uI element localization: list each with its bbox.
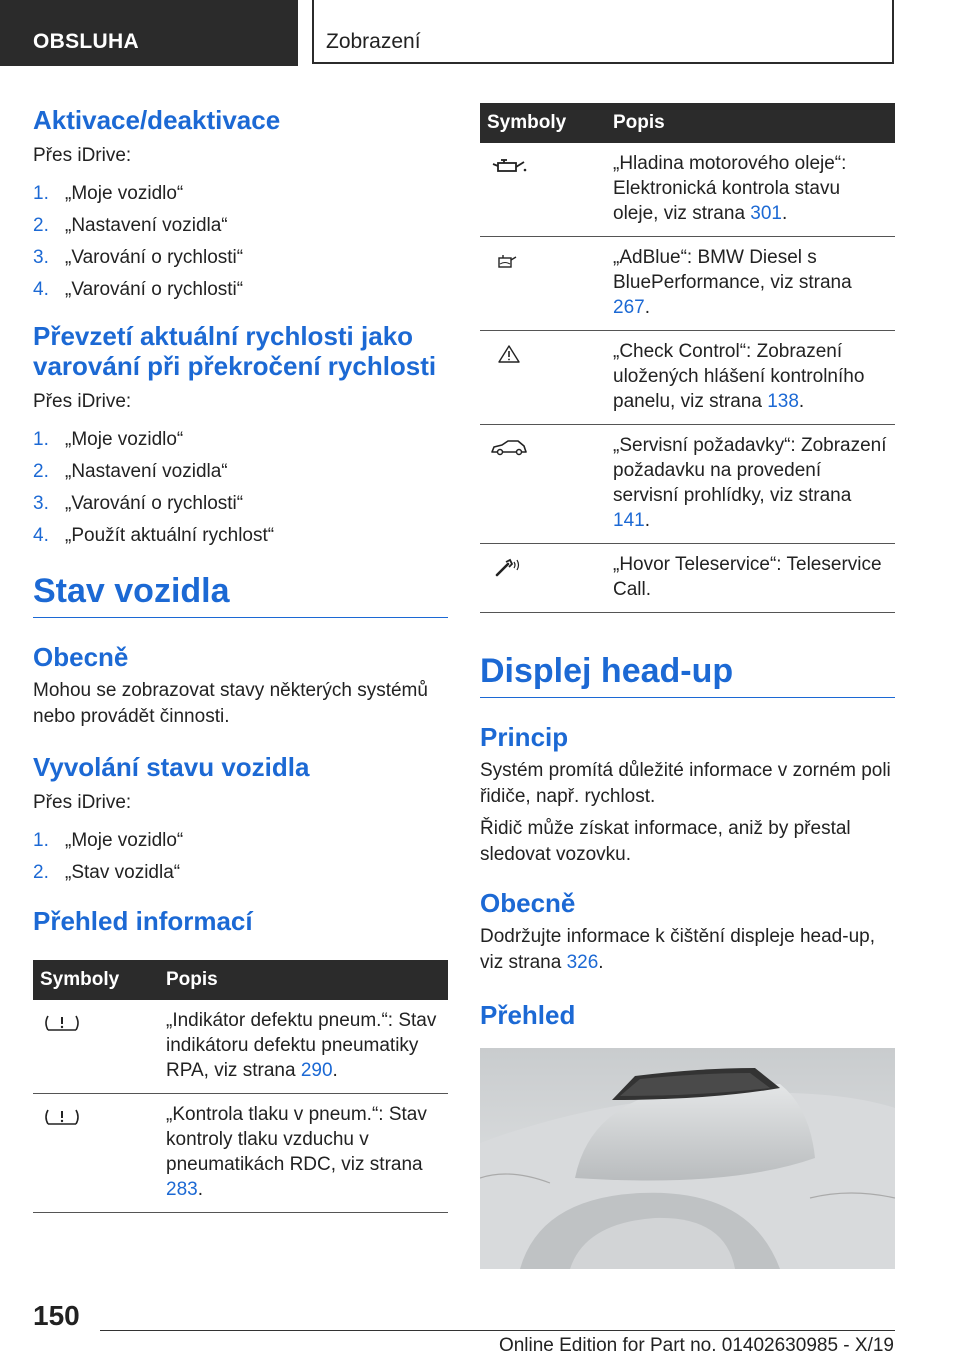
column-header-symbols: Symboly (33, 960, 159, 1000)
intro-idrive: Přes iDrive: (33, 145, 132, 166)
general-text: Mohou se zobrazovat stavy některých systémů nebo provádět činnosti. (33, 680, 428, 727)
steps-take-speed (33, 427, 448, 549)
page-link[interactable]: 283 (166, 1179, 198, 1200)
row-description: „Hovor Teleservice“: Teleservice Call. (606, 544, 895, 613)
row-description: „Hladina motorového oleje“: Elektronická kontrola stavu oleje, viz strana 301. (606, 143, 895, 237)
page-link[interactable]: 326 (566, 952, 599, 973)
list-item: 2. „Nastavení vozidla“ (33, 215, 228, 236)
row-description: „Indikátor defektu pneum.“: Stav indikátoru defektu pneumatiky RPA, viz strana 290. (159, 1000, 448, 1094)
wrench-call-icon (489, 556, 529, 578)
table-row (480, 331, 895, 425)
list-item: 3. „Varování o rychlosti“ (33, 493, 244, 514)
list-item: 4. „Varování o rychlosti“ (33, 279, 244, 300)
page-number: 150 (33, 1300, 80, 1331)
left-column (33, 100, 448, 1213)
principle-text-2: Řidič může získat informace, aniž by přestal sledovat vozovku. (480, 818, 851, 865)
heading-info-overview: Přehled informací (33, 906, 253, 936)
heading-general: Obecně (33, 642, 129, 672)
row-description: „Servisní požadavky“: Zobrazení požadavku na provedení servisní prohlídky, viz strana 141. (606, 425, 895, 544)
heading-principle: Princip (480, 722, 569, 752)
list-item: 1. „Moje vozidlo“ (33, 183, 184, 204)
list-item: 4. „Použít aktuální rychlost“ (33, 525, 275, 546)
chapter-title: Displej head-up (480, 652, 734, 690)
row-description: „Check Control“: Zobrazení uložených hlášení kontrolního panelu, viz strana 138. (606, 331, 895, 425)
column-header-description: Popis (606, 103, 895, 143)
page-header (0, 0, 960, 66)
principle-text-1: Systém promítá důležité informace v zorném poli řidiče, např. rychlost. (480, 760, 891, 807)
column-header-description: Popis (159, 960, 448, 1000)
page-link[interactable]: 267 (613, 297, 645, 318)
page-footer (0, 1290, 960, 1362)
table-header-row (33, 960, 448, 1000)
chapter-heading-head-up-display (480, 651, 895, 698)
list-item: 1. „Moje vozidlo“ (33, 830, 184, 851)
steps-activation (33, 181, 448, 303)
heading-overview: Přehled (480, 1000, 576, 1030)
row-description: „Kontrola tlaku v pneum.“: Stav kontroly tlaku vzduchu v pneumatikách RDC, viz strana 283. (159, 1094, 448, 1213)
table-header-row (480, 103, 895, 143)
section-label: OBSLUHA (0, 0, 298, 66)
chapter-label: Zobrazení (312, 0, 894, 64)
table-row (480, 237, 895, 331)
chapter-heading-vehicle-status (33, 571, 448, 618)
general-text: Dodržujte informace k čištění displeje head-up, viz strana 326. (480, 926, 875, 973)
page-link[interactable]: 301 (750, 203, 782, 224)
list-item: 2. „Stav vozidla“ (33, 862, 181, 883)
page-link[interactable]: 290 (300, 1060, 333, 1081)
table-row (480, 143, 895, 237)
adblue-icon (489, 249, 529, 271)
warning-triangle-icon (489, 343, 529, 365)
steps-call-status (33, 828, 448, 886)
chapter-title: Stav vozidla (33, 572, 230, 610)
page-link[interactable]: 141 (613, 510, 645, 531)
heading-take-speed: Převzetí aktuální rychlosti jako varování při překročení rychlosti (33, 321, 437, 381)
intro-idrive: Přes iDrive: (33, 792, 132, 813)
heading-call-status: Vyvolání stavu vozidla (33, 752, 310, 782)
symbols-table-right (480, 103, 895, 613)
head-up-display-photo (480, 1048, 895, 1269)
footer-divider (100, 1330, 895, 1331)
list-item: 3. „Varování o rychlosti“ (33, 247, 244, 268)
tire-pressure-warning-icon (42, 1106, 82, 1128)
list-item: 2. „Nastavení vozidla“ (33, 461, 228, 482)
symbols-table-left (33, 960, 448, 1213)
row-description: „AdBlue“: BMW Diesel s BluePerformance, viz strana 267. (606, 237, 895, 331)
table-row (480, 544, 895, 613)
car-service-icon (489, 437, 529, 459)
table-row (33, 1094, 448, 1213)
page-link[interactable]: 138 (767, 391, 799, 412)
heading-activation: Aktivace/deaktivace (33, 105, 281, 135)
table-row (33, 1000, 448, 1094)
table-row (480, 425, 895, 544)
intro-idrive: Přes iDrive: (33, 391, 132, 412)
right-column (480, 103, 895, 1269)
list-item: 1. „Moje vozidlo“ (33, 429, 184, 450)
tire-pressure-warning-icon (42, 1012, 82, 1034)
heading-general: Obecně (480, 888, 576, 918)
edition-text: Online Edition for Part no. 01402630985 - X/19 (498, 1335, 894, 1356)
oil-can-icon (489, 155, 529, 177)
column-header-symbols: Symboly (480, 103, 606, 143)
